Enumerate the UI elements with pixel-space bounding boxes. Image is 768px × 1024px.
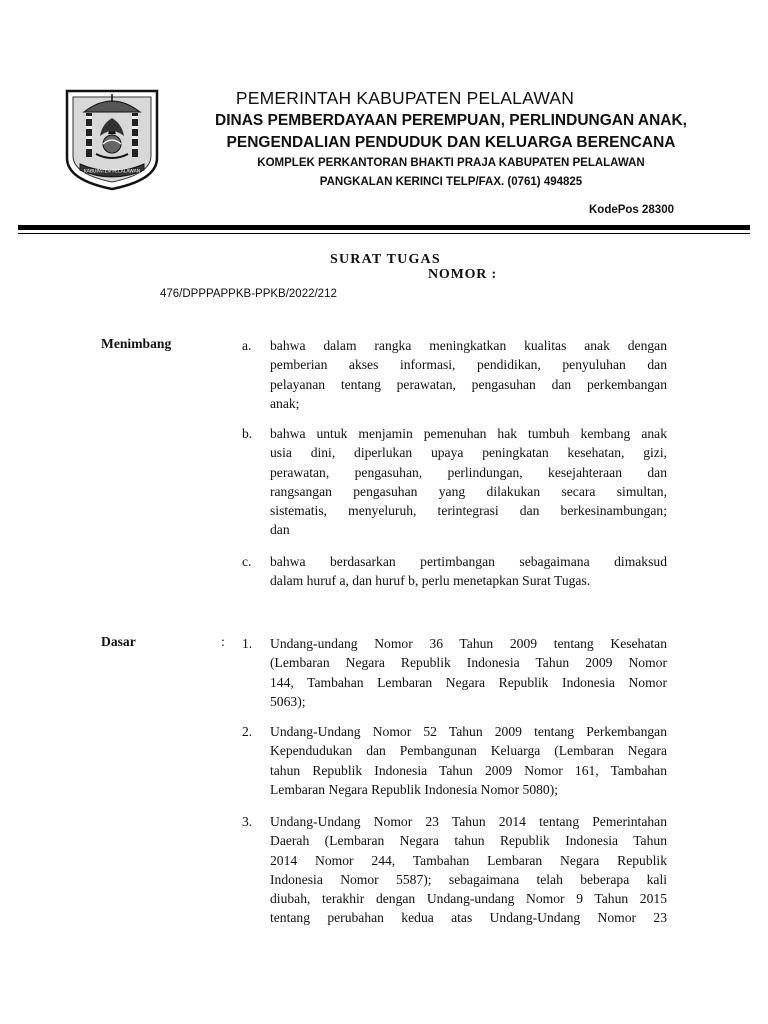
agency-name-line-2: PENGENDALIAN PENDUDUK DAN KELUARGA BERENCANA <box>226 134 676 151</box>
list-marker: 1. <box>242 636 253 651</box>
text-line: pemberian akses informasi, pendidikan, penyuluhan dan <box>270 357 667 373</box>
list-marker: 3. <box>242 814 253 829</box>
regency-emblem-logo <box>64 88 160 192</box>
letterhead-divider-thin <box>18 233 750 234</box>
considering-item-c <box>270 552 667 591</box>
text-line: Indonesia Nomor 5587); sebagaimana telah beberapa kali <box>270 871 667 887</box>
text-line: bahwa berdasarkan pertimbangan sebagaimana dimaksud <box>270 554 667 569</box>
legal-basis-item-2 <box>270 722 667 799</box>
section-label-dasar: Dasar <box>101 634 136 649</box>
text-line: 144, Tambahan Lembaran Negara Republik Indonesia Nomor <box>270 674 667 690</box>
text-line: Undang-Undang Nomor 52 Tahun 2009 tentang Perkembangan <box>270 724 667 739</box>
section-label-menimbang: Menimbang <box>101 336 172 351</box>
considering-item-b <box>270 424 667 540</box>
agency-name-line-1: DINAS PEMBERDAYAAN PEREMPUAN, PERLINDUNGAN ANAK, <box>215 112 687 129</box>
legal-basis-item-3 <box>270 812 667 928</box>
text-line: dalam huruf a, dan huruf b, perlu menetapkan Surat Tugas. <box>270 573 591 589</box>
list-marker: b. <box>242 426 253 441</box>
text-line: tentang perubahan kedua atas Undang-Undang Nomor 23 <box>270 910 667 926</box>
text-line: dan <box>270 522 290 538</box>
text-line: anak; <box>270 395 300 411</box>
legal-basis-item-1 <box>270 634 667 711</box>
text-line: 5063); <box>270 693 306 709</box>
text-line: perawatan, pengasuhan, perlindungan, kesejahteraan dan <box>270 464 667 480</box>
letterhead-divider-thick <box>18 225 750 230</box>
office-phone: PANGKALAN KERINCI TELP/FAX. (0761) 494825 <box>319 176 583 188</box>
text-line: tahun Republik Indonesia Tahun 2009 Nomor 161, Tambahan <box>270 762 667 778</box>
text-line: diubah, terakhir dengan Undang-undang Nomor 9 Tahun 2015 <box>270 891 667 907</box>
svg-text:KABUPATEN PELALAWAN: KABUPATEN PELALAWAN <box>83 169 141 175</box>
text-line: Lembaran Negara Republik Indonesia Nomor 5080); <box>270 781 559 797</box>
text-line: bahwa untuk menjamin pemenuhan hak tumbuh kembang anak <box>270 426 667 441</box>
considering-item-a <box>270 336 667 413</box>
postal-code: KodePos 28300 <box>588 204 674 216</box>
text-line: bahwa dalam rangka meningkatkan kualitas anak dengan <box>270 338 667 353</box>
section-colon: : <box>221 634 225 649</box>
document-number-label: NOMOR : <box>428 267 497 282</box>
text-line: pelayanan tentang perawatan, pengasuhan dan perkembangan <box>270 376 667 392</box>
text-line: Undang-undang Nomor 36 Tahun 2009 tentang Kesehatan <box>270 636 667 651</box>
text-line: Daerah (Lembaran Negara tahun Republik Indonesia Tahun <box>270 833 667 849</box>
text-line: Undang-Undang Nomor 23 Tahun 2014 tentang Pemerintahan <box>270 814 667 829</box>
list-marker: 2. <box>242 724 253 739</box>
text-line: 2014 Nomor 244, Tambahan Lembaran Negara Republik <box>270 852 667 868</box>
document-number: 476/DPPPAPPKB-PPKB/2022/212 <box>160 288 337 300</box>
text-line: rangsangan pengasuhan yang dilakukan secara simultan, <box>270 483 667 499</box>
list-marker: c. <box>242 554 252 569</box>
government-name: PEMERINTAH KABUPATEN PELALAWAN <box>235 88 575 108</box>
list-marker: a. <box>242 338 252 353</box>
text-line: usia dini, diperlukan upaya peningkatan kesehatan, gizi, <box>270 445 667 461</box>
text-line: sistematis, menyeluruh, terintegrasi dan berkesinambungan; <box>270 503 667 519</box>
office-address: KOMPLEK PERKANTORAN BHAKTI PRAJA KABUPATEN PELALAWAN <box>257 157 645 169</box>
document-title: SURAT TUGAS <box>330 252 441 267</box>
text-line: Kependudukan dan Pembangunan Keluarga (Lembaran Negara <box>270 743 667 759</box>
text-line: (Lembaran Negara Republik Indonesia Tahun 2009 Nomor <box>270 655 667 671</box>
